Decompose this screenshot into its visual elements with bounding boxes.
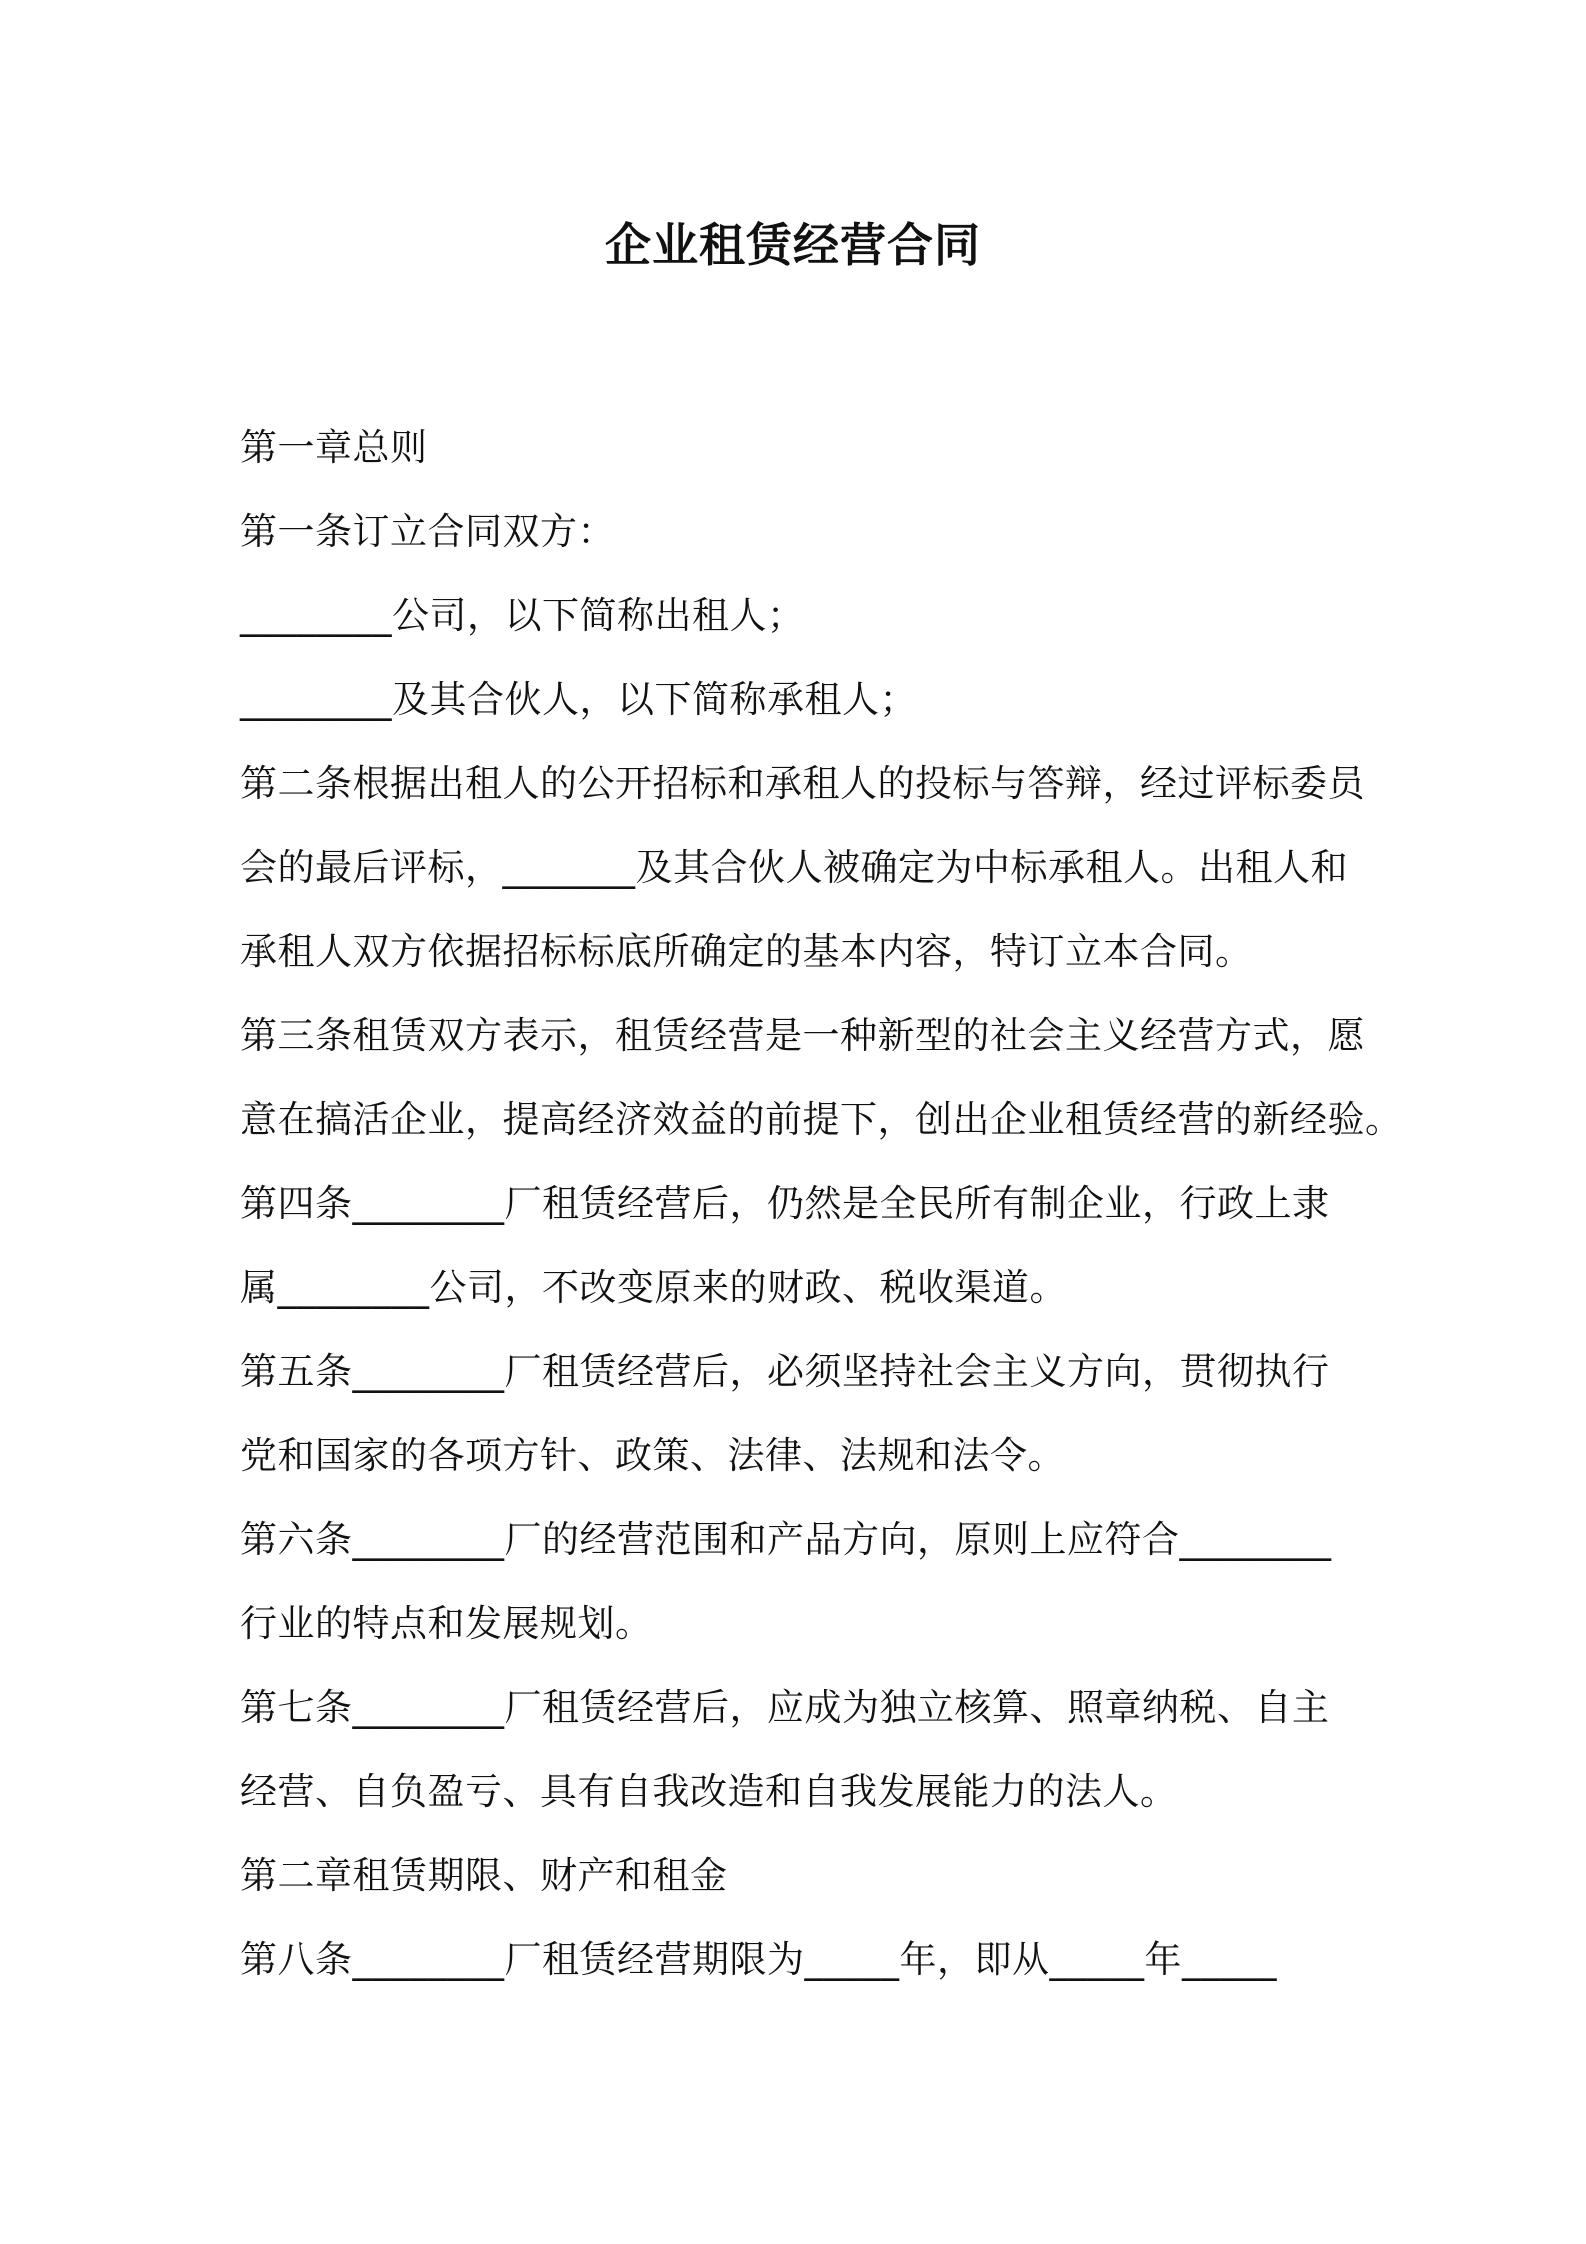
article-line: 承租人双方依据招标标底所确定的基本内容，特订立本合同。 [240, 930, 1253, 973]
article-line: ________公司，以下简称出租人； [240, 594, 805, 637]
article-line: 第一条订立合同双方： [240, 510, 615, 553]
article-line: 行业的特点和发展规划。 [240, 1602, 653, 1645]
article-line: 第五条________厂租赁经营后，必须坚持社会主义方向，贯彻执行 [240, 1350, 1330, 1393]
article-line: 第二条根据出租人的公开招标和承租人的投标与答辩，经过评标委员 [240, 762, 1365, 805]
article-line: 第六条________厂的经营范围和产品方向，原则上应符合________ [240, 1518, 1332, 1561]
document-title: 企业租赁经营合同 [605, 218, 981, 272]
article-line: 会的最后评标，_______及其合伙人被确定为中标承租人。出租人和 [240, 846, 1348, 889]
article-line: 第四条________厂租赁经营后，仍然是全民所有制企业，行政上隶 [240, 1182, 1330, 1225]
article-line: 第八条________厂租赁经营期限为_____年，即从_____年_____ [240, 1938, 1277, 1981]
chapter-heading: 第二章租赁期限、财产和租金 [240, 1854, 728, 1897]
document-body [240, 406, 1403, 2002]
article-line: 党和国家的各项方针、政策、法律、法规和法令。 [240, 1434, 1065, 1477]
article-line: 经营、自负盈亏、具有自我改造和自我发展能力的法人。 [240, 1770, 1178, 1813]
article-line: 属________公司，不改变原来的财政、税收渠道。 [240, 1266, 1067, 1309]
article-line: ________及其合伙人，以下简称承租人； [240, 678, 917, 721]
chapter-heading: 第一章总则 [240, 426, 428, 469]
article-line: 第三条租赁双方表示，租赁经营是一种新型的社会主义经营方式，愿 [240, 1014, 1365, 1057]
article-line: 意在搞活企业，提高经济效益的前提下，创出企业租赁经营的新经验。 [240, 1098, 1403, 1141]
article-line: 第七条________厂租赁经营后，应成为独立核算、照章纳税、自主 [240, 1686, 1330, 1729]
